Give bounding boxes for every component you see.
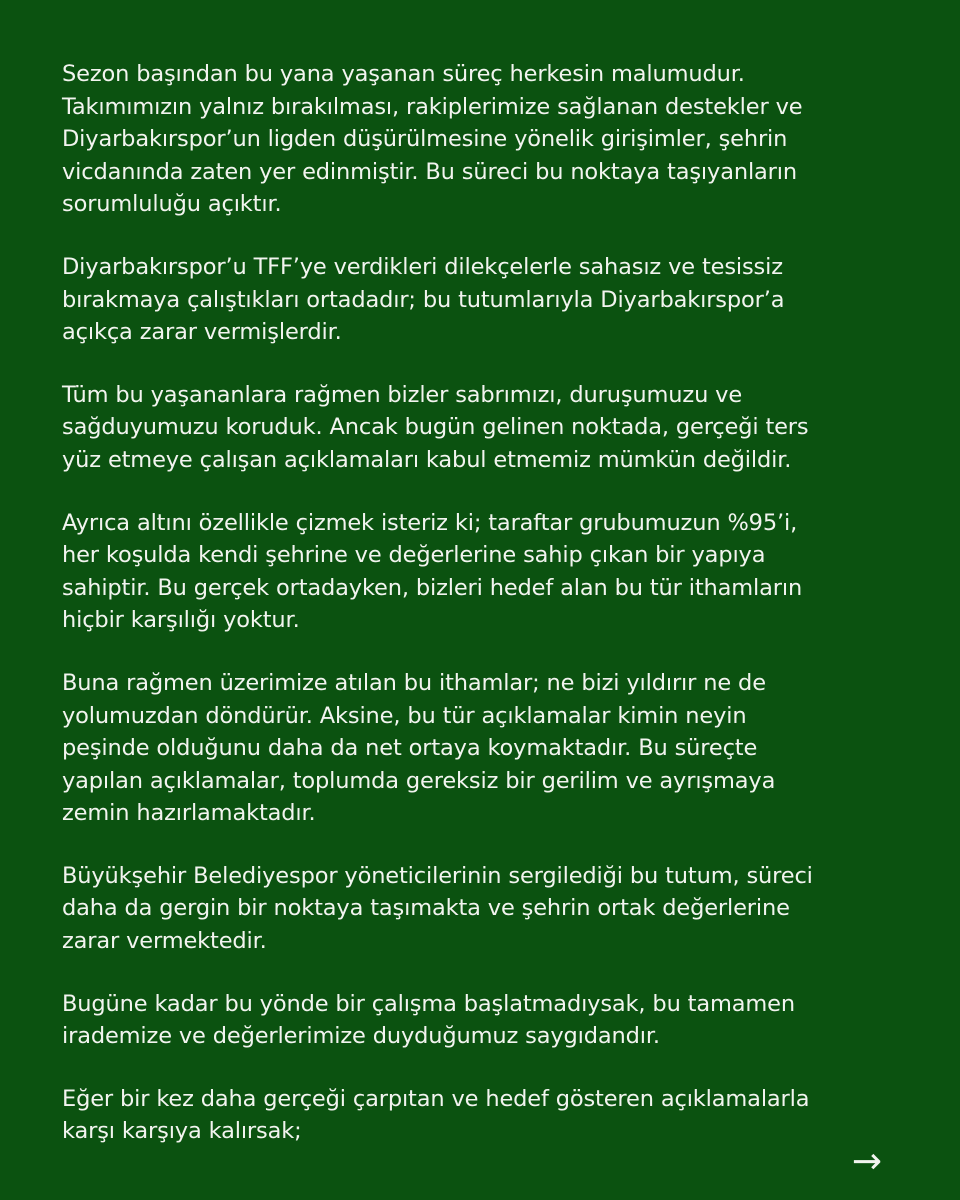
paragraph-1: Sezon başından bu yana yaşanan süreç herkesin malumudur. Takımımızın yalnız bırakılması, rakiplerimize sağlanan destekler ve Diyarbakırspor’un ligden düşürülmesine yönelik girişimler, şehrin vicdanında zaten yer edinmiştir. Bu süreci bu noktaya taşıyanların sorumluluğu açıktır. [62, 61, 803, 218]
paragraph-4: Ayrıca altını özellikle çizmek isteriz ki; taraftar grubumuzun %95’i, her koşulda kendi şehrine ve değerlerine sahip çıkan bir yapıya sahiptir. Bu gerçek ortadayken, bizleri hedef alan bu tür ithamların hiçbir karşılığı yoktur. [62, 509, 803, 634]
next-arrow-icon[interactable]: → [851, 1141, 882, 1182]
paragraph-2: Diyarbakırspor’u TFF’ye verdikleri dilekçelerle sahasız ve tesissiz bırakmaya çalıştıkları ortadadır; bu tutumlarıyla Diyarbakırspor’a açıkça zarar vermişlerdir. [62, 253, 785, 346]
paragraph-6: Büyükşehir Belediyespor yöneticilerinin sergilediği bu tutum, süreci daha da gergin bir noktaya taşımakta ve şehrin ortak değerlerine zarar vermektedir. [62, 862, 813, 955]
paragraph-3: Tüm bu yaşananlara rağmen bizler sabrımızı, duruşumuzu ve sağduyumuzu koruduk. Ancak bugün gelinen noktada, gerçeği ters yüz etmeye çalışan açıklamaları kabul etmemiz mümkün değildir. [62, 381, 809, 473]
paragraph-8: Eğer bir kez daha gerçeği çarpıtan ve hedef gösteren açıklamalarla karşı karşıya kalırsak; [62, 1085, 810, 1145]
statement-body [62, 58, 912, 1178]
paragraph-5: Buna rağmen üzerimize atılan bu ithamlar; ne bizi yıldırır ne de yolumuzdan döndürür. Aksine, bu tür açıklamalar kimin neyin peşinde olduğunu daha da net ortaya koymaktadır. Bu süreçte yapılan açıklamalar, toplumda gereksiz bir gerilim ve ayrışmaya zemin hazırlamaktadır. [62, 669, 776, 827]
paragraph-7: Bugüne kadar bu yönde bir çalışma başlatmadıysak, bu tamamen irademize ve değerlerimize duyduğumuz saygıdandır. [62, 990, 795, 1050]
